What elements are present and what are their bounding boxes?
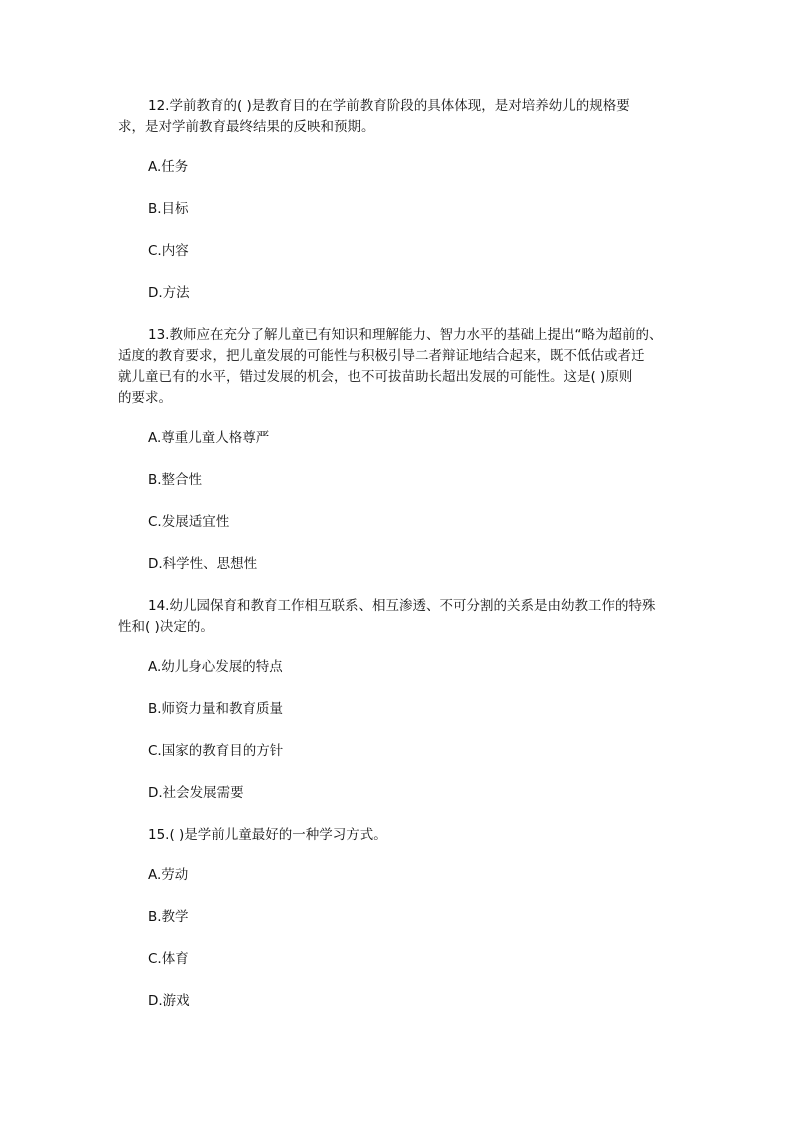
option-c: C.体育	[148, 951, 189, 967]
option-b: B.整合性	[148, 472, 203, 488]
question-stem	[118, 825, 678, 846]
stem-line: 求，是对学前教育最终结果的反映和预期。	[118, 119, 375, 135]
option-a: A.尊重儿童人格尊严	[148, 430, 270, 446]
option-d: D.游戏	[148, 993, 190, 1009]
question-14	[118, 596, 678, 804]
stem-line: 适度的教育要求，把儿童发展的可能性与积极引导二者辩证地结合起来，既不低估或者迁	[118, 348, 645, 364]
option-c: C.国家的教育目的方针	[148, 743, 284, 759]
question-stem	[118, 596, 678, 638]
option-d: D.科学性、思想性	[148, 556, 258, 572]
question-12	[118, 96, 678, 304]
question-13	[118, 325, 678, 575]
question-15	[118, 825, 678, 1012]
option-d: D.方法	[148, 285, 190, 301]
option-c: C.发展适宜性	[148, 514, 230, 530]
option-a: A.劳动	[148, 867, 189, 883]
option-b: B.目标	[148, 201, 189, 217]
stem-line: 12.学前教育的( )是教育目的在学前教育阶段的具体体现，是对培养幼儿的规格要	[148, 98, 630, 114]
option-a: A.幼儿身心发展的特点	[148, 659, 283, 675]
stem-line: 13.教师应在充分了解儿童已有知识和理解能力、智力水平的基础上提出“略为超前的、	[148, 327, 663, 343]
stem-line: 14.幼儿园保育和教育工作相互联系、相互渗透、不可分割的关系是由幼教工作的特殊	[148, 598, 656, 614]
option-d: D.社会发展需要	[148, 785, 244, 801]
question-stem	[118, 325, 678, 409]
question-list	[118, 96, 678, 1033]
option-b: B.师资力量和教育质量	[148, 701, 284, 717]
stem-line: 的要求。	[118, 390, 172, 406]
option-c: C.内容	[148, 243, 189, 259]
option-a: A.任务	[148, 159, 189, 175]
question-stem	[118, 96, 678, 138]
option-b: B.教学	[148, 909, 189, 925]
stem-line: 就儿童已有的水平，错过发展的机会，也不可拔苗助长超出发展的可能性。这是( )原则	[118, 369, 633, 385]
stem-line: 15.( )是学前儿童最好的一种学习方式。	[148, 827, 387, 843]
stem-line: 性和( )决定的。	[118, 619, 214, 635]
